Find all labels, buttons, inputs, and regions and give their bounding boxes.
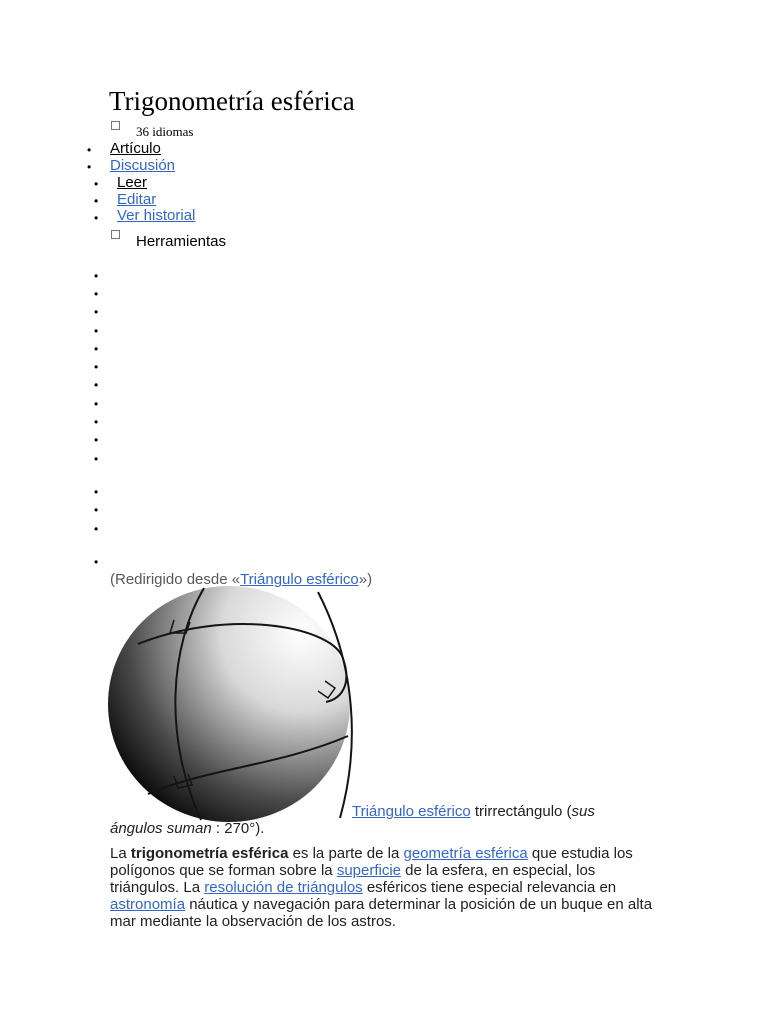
list-item: •: [94, 485, 99, 499]
caption-link[interactable]: Triángulo esférico: [352, 803, 471, 820]
bullet-icon: •: [87, 160, 92, 174]
figure-caption: [110, 803, 630, 837]
list-item: •: [94, 378, 99, 392]
tools-menu[interactable]: Herramientas: [136, 233, 227, 250]
tab-discussion[interactable]: Discusión: [110, 157, 176, 174]
list-item: •: [94, 305, 99, 319]
tab-article[interactable]: Artículo: [110, 140, 161, 157]
link-superficie[interactable]: superficie: [336, 862, 402, 879]
bullet-icon: •: [94, 211, 99, 225]
caption-end: : 270°).: [211, 820, 265, 837]
list-item: •: [94, 287, 99, 301]
intro-paragraph: La trigonometría esférica es la parte de la geometría esférica que estudia los polígonos que se forman sobre la superficie de la esfera, en especial, los triángulos. La resolución de triángulos esféricos tiene especial relevancia en astronomía náutica y navegación para determinar la posición de un buque en alta mar mediante la observación de los astros.: [110, 845, 653, 930]
list-item: •: [94, 342, 99, 356]
list-item: •: [94, 452, 99, 466]
tab-history[interactable]: Ver historial: [117, 207, 196, 224]
list-item: •: [94, 503, 99, 517]
tools-checkbox[interactable]: [111, 230, 120, 239]
link-geometria-esferica[interactable]: geometría esférica: [403, 845, 528, 862]
list-item: •: [94, 433, 99, 447]
list-item: •: [94, 324, 99, 338]
caption-italic: sus ángulos suman: [110, 803, 595, 837]
tab-read[interactable]: Leer: [117, 174, 148, 191]
list-item: •: [94, 522, 99, 536]
list-item: •: [94, 360, 99, 374]
redirect-prefix: (Redirigido desde «: [110, 571, 241, 588]
caption-text: trirrectángulo (: [470, 803, 572, 820]
language-checkbox[interactable]: [111, 121, 120, 130]
redirect-link[interactable]: Triángulo esférico: [240, 571, 359, 588]
page-title: Trigonometría esférica: [109, 86, 355, 116]
spherical-triangle-diagram-icon[interactable]: [108, 586, 358, 822]
list-item: •: [94, 555, 99, 569]
link-resolucion-triangulos[interactable]: resolución de triángulos: [204, 879, 363, 896]
bullet-icon: •: [94, 194, 99, 208]
list-item: •: [94, 397, 99, 411]
tab-edit[interactable]: Editar: [117, 191, 157, 208]
list-item: •: [94, 269, 99, 283]
bold-term: trigonometría esférica: [130, 845, 289, 862]
sphere-body: [108, 586, 350, 822]
language-count[interactable]: 36 idiomas: [136, 124, 194, 139]
list-item: •: [94, 415, 99, 429]
bullet-icon: •: [87, 143, 92, 157]
link-astronomia[interactable]: astronomía: [110, 896, 186, 913]
bullet-icon: •: [94, 177, 99, 191]
redirect-suffix: »): [358, 571, 373, 588]
